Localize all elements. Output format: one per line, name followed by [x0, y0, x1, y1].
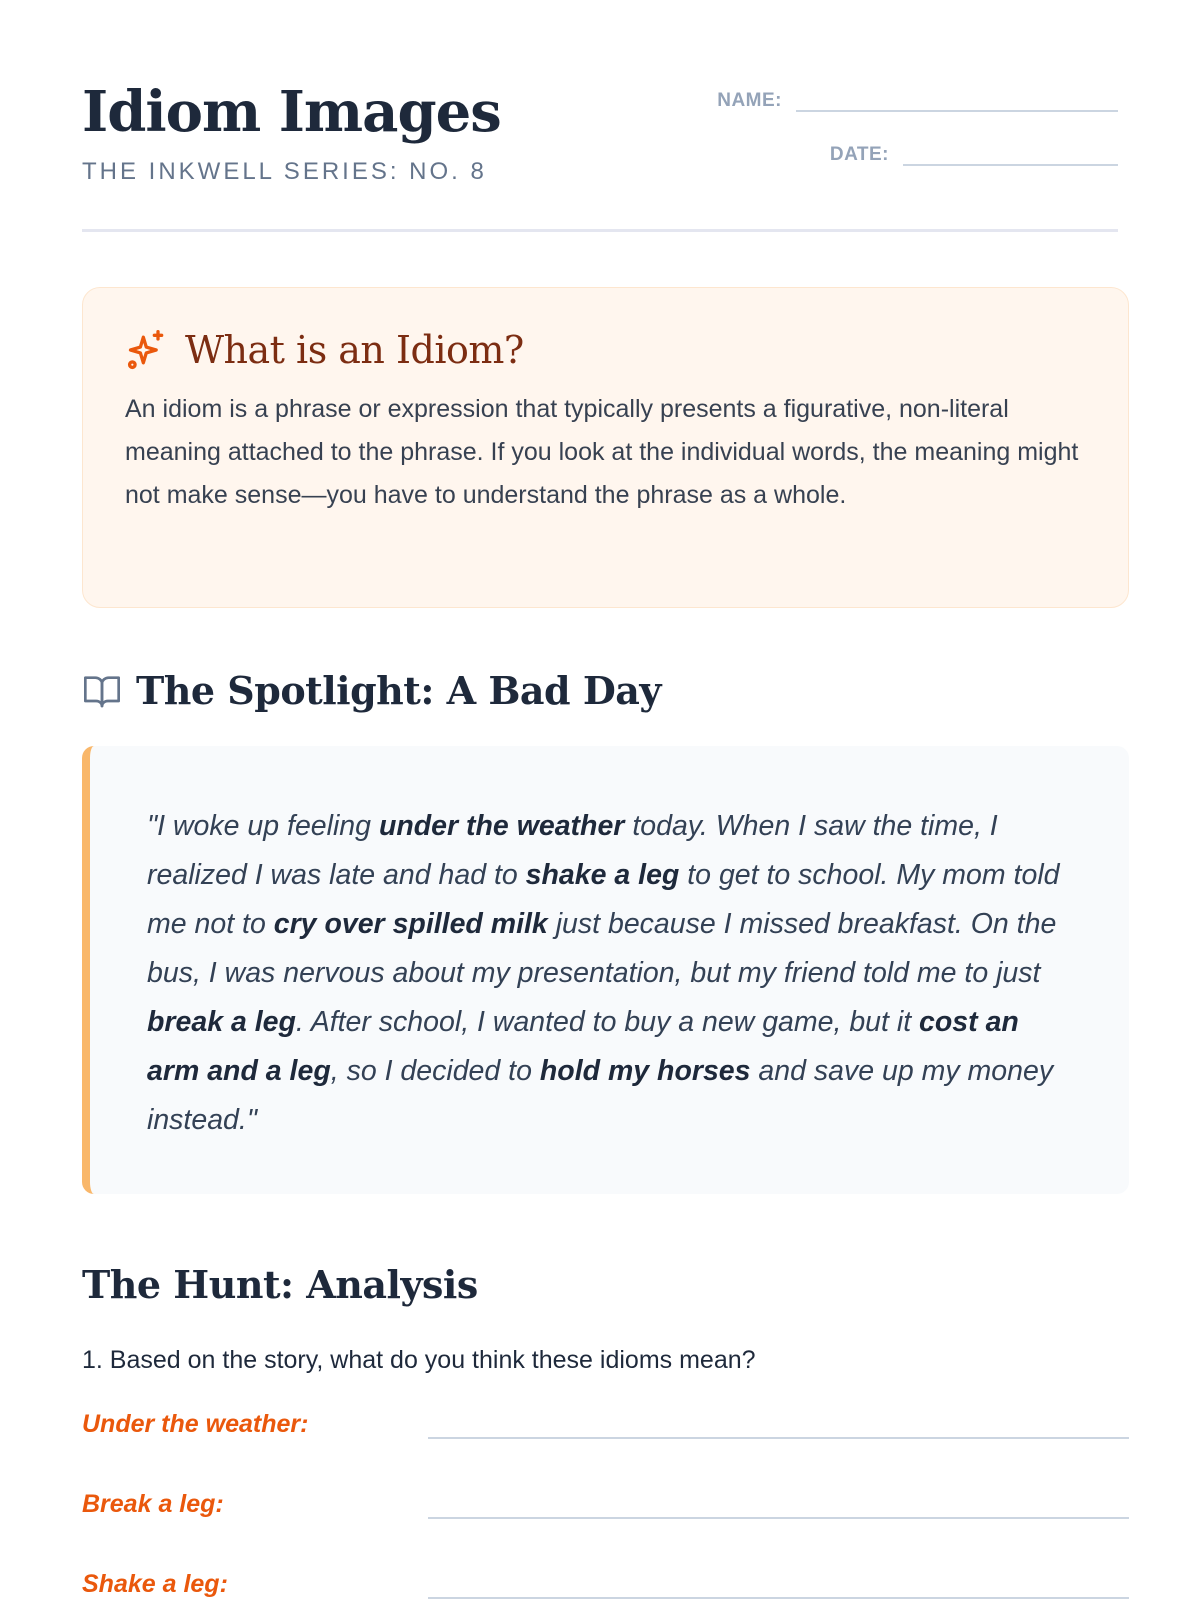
- story-segment: to get to school. My mom told me not to: [147, 859, 1060, 940]
- story-quote-box: [82, 746, 1129, 1194]
- name-field: [717, 88, 1118, 112]
- name-input-line[interactable]: [796, 88, 1118, 112]
- definition-text: An idiom is a phrase or expression that typically presents a figurative, non-literal meaning attached to the phrase. If you look at the individual words, the meaning might not make sense—you have to understand the phrase as a whole.: [125, 395, 1079, 509]
- definition-header: [125, 328, 1086, 372]
- idiom-highlight: hold my horses: [539, 1055, 751, 1087]
- answer-label: Under the weather:: [82, 1410, 309, 1438]
- definition-title: What is an Idiom?: [185, 328, 524, 372]
- answer-label: Shake a leg:: [82, 1570, 228, 1598]
- answer-input-line[interactable]: [428, 1495, 1129, 1519]
- date-label: DATE:: [829, 144, 889, 165]
- book-open-icon: [82, 671, 122, 711]
- answer-input-line[interactable]: [428, 1415, 1129, 1439]
- page-title: Idiom Images: [82, 79, 501, 145]
- name-label: NAME:: [717, 90, 782, 111]
- spotlight-title: The Spotlight: A Bad Day: [136, 668, 662, 713]
- answer-label: Break a leg:: [82, 1490, 224, 1518]
- story-text: [147, 802, 1077, 1145]
- story-segment: . After school, I wanted to buy a new game, but it: [295, 1006, 920, 1038]
- sparkles-icon: [125, 328, 169, 372]
- worksheet-header: [82, 0, 1118, 232]
- answer-row-break-a-leg: [82, 1490, 1129, 1519]
- answer-row-shake-a-leg: [82, 1570, 1129, 1599]
- story-segment: , so I decided to: [330, 1055, 540, 1087]
- question-1: 1. Based on the story, what do you think these idioms mean?: [82, 1346, 756, 1374]
- story-segment: and save up my money instead.": [147, 1055, 1054, 1136]
- idiom-highlight: cry over spilled milk: [273, 908, 548, 940]
- date-input-line[interactable]: [903, 142, 1118, 166]
- story-segment: "I woke up feeling: [147, 810, 379, 842]
- idiom-highlight: shake a leg: [525, 859, 680, 891]
- story-segment: today. When I saw the time, I realized I was late and had to: [147, 810, 998, 891]
- series-subtitle: THE INKWELL SERIES: NO. 8: [82, 158, 487, 185]
- story-segment: just because I missed breakfast. On the bus, I was nervous about my presentation, but my friend told me to just: [147, 908, 1057, 989]
- date-field: [830, 142, 1118, 166]
- answer-row-under-the-weather: [82, 1410, 1129, 1439]
- idiom-highlight: cost an arm and a leg: [147, 1006, 1019, 1087]
- idiom-highlight: break a leg: [147, 1006, 296, 1038]
- definition-box: [82, 287, 1129, 608]
- spotlight-header: [82, 668, 661, 713]
- answer-input-line[interactable]: [428, 1575, 1129, 1599]
- hunt-title: The Hunt: Analysis: [82, 1262, 478, 1307]
- idiom-highlight: under the weather: [378, 810, 625, 842]
